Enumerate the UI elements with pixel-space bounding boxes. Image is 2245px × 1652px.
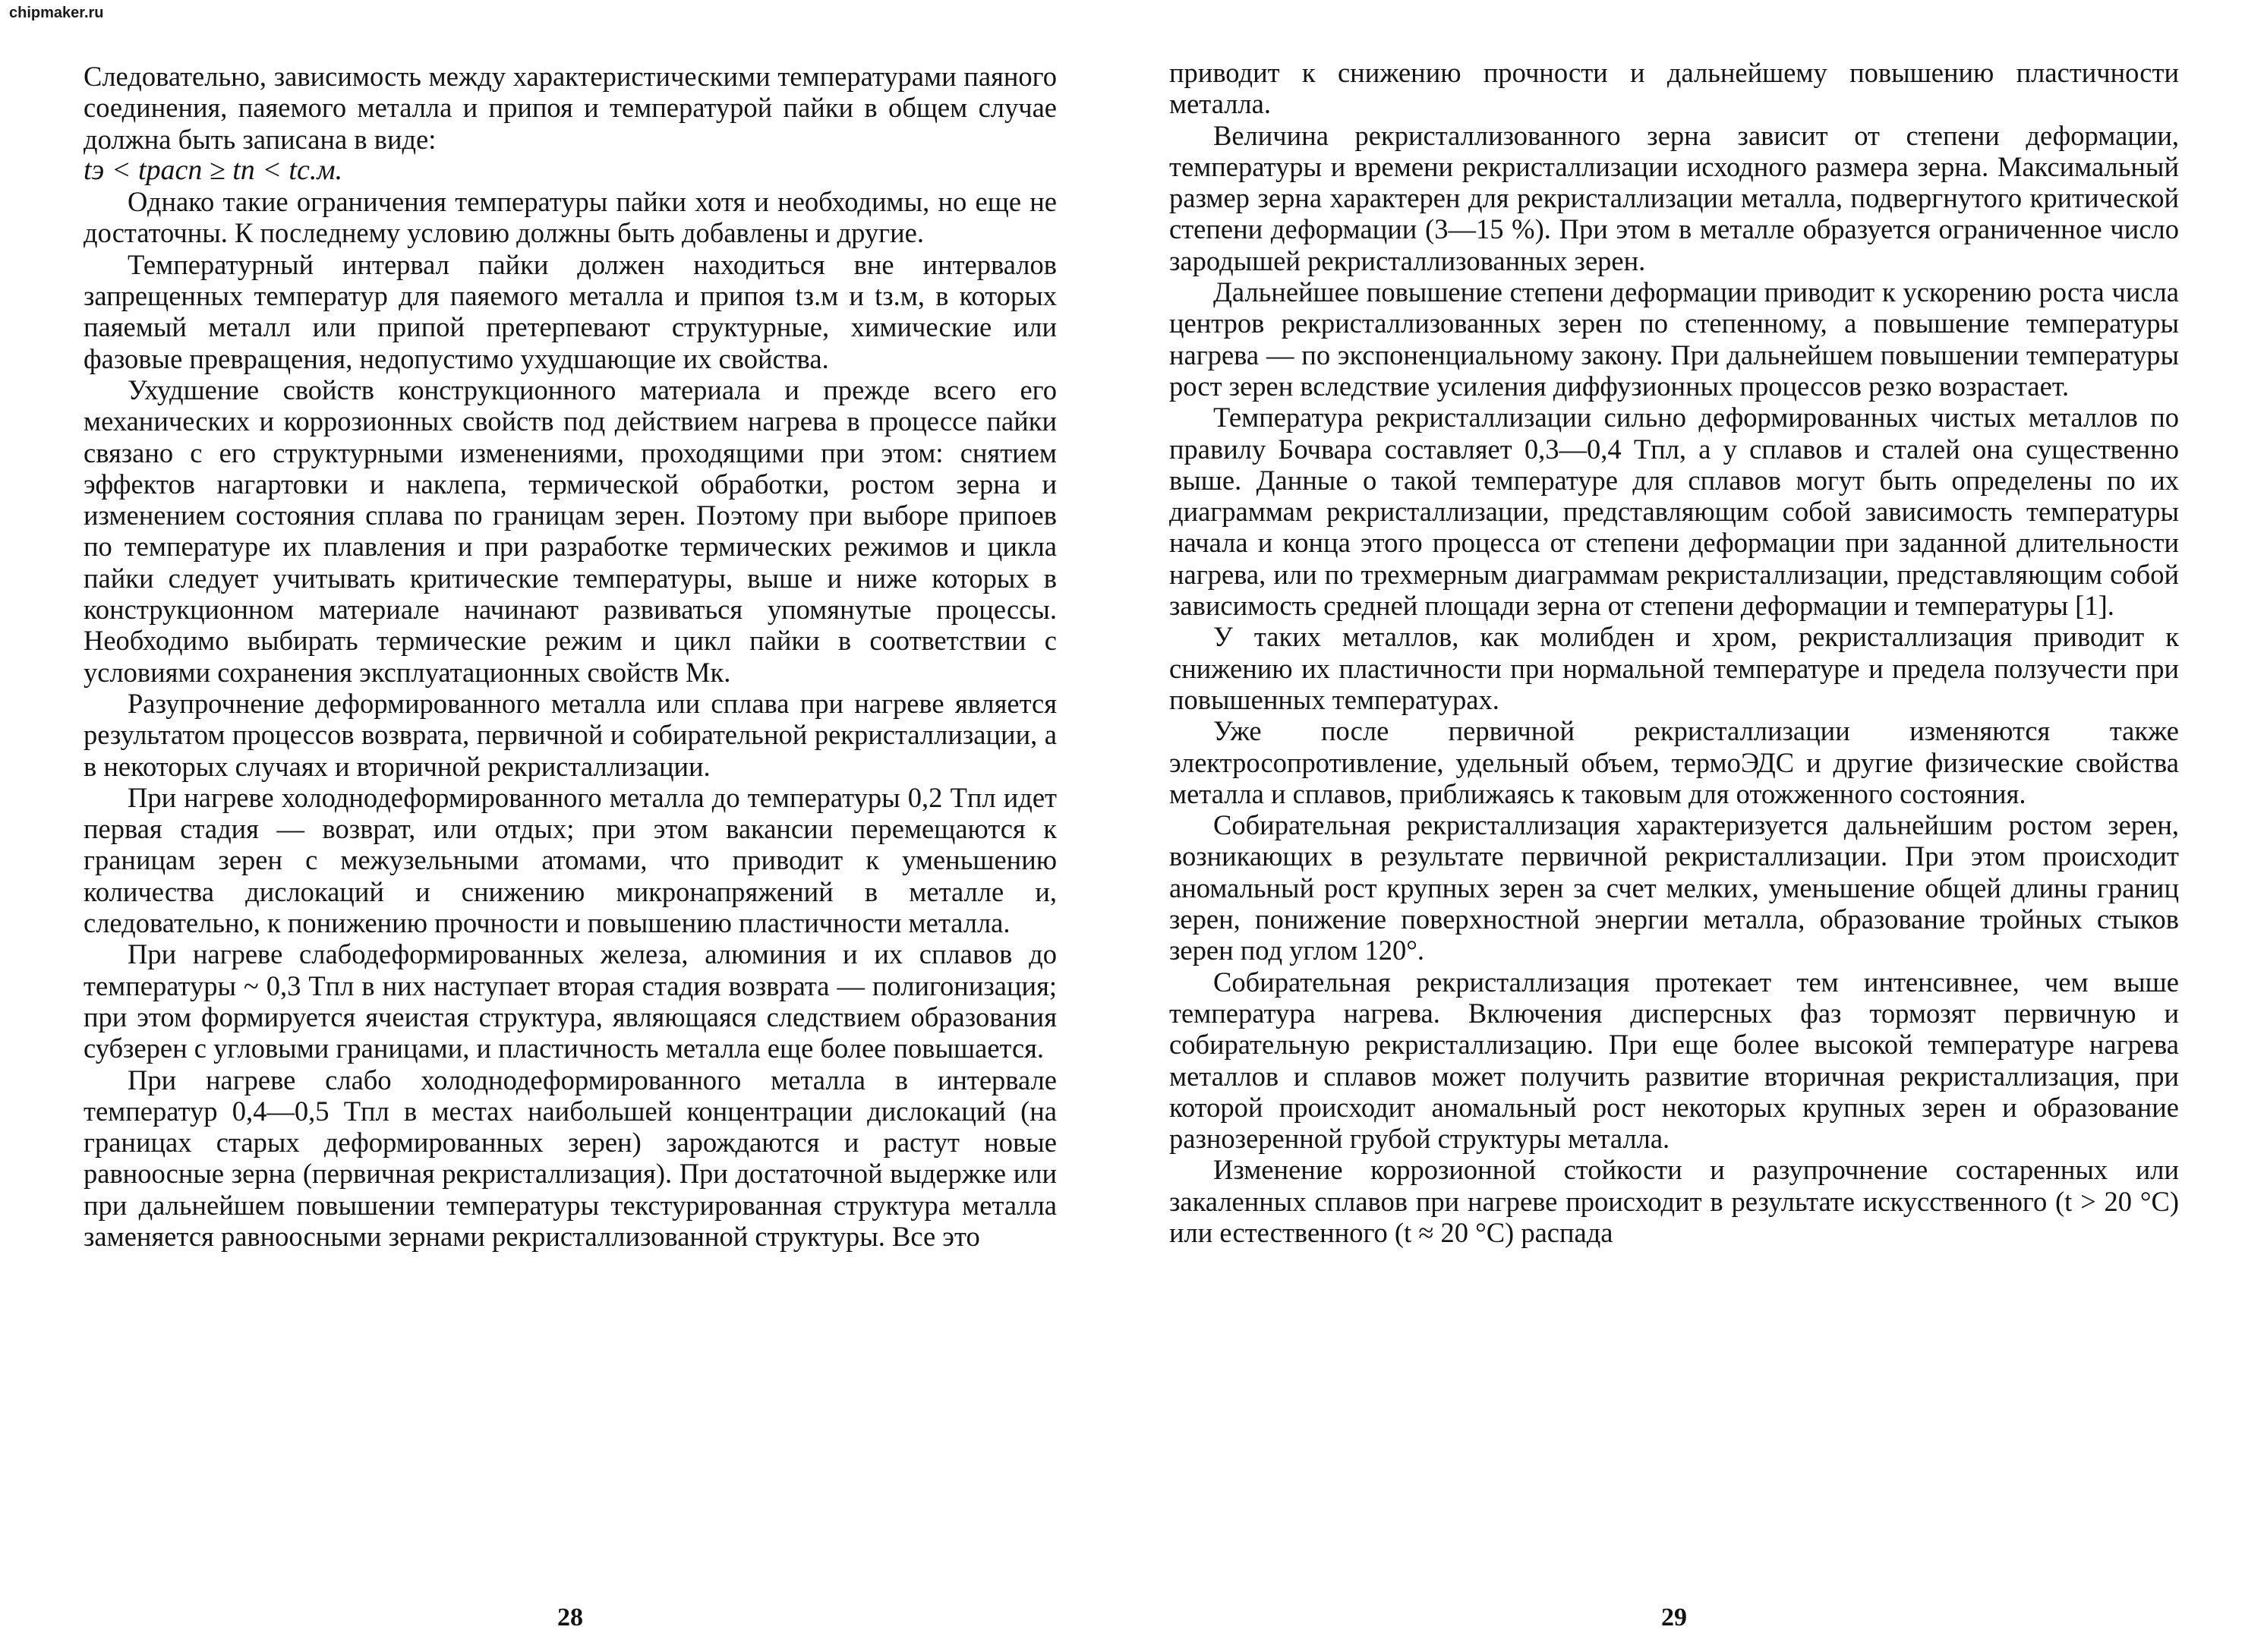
- paragraph: У таких металлов, как молибден и хром, рекристаллизация приводит к снижению их пластичности при нормальной температуре и предела ползучести при повышенных температурах.: [1169, 621, 2179, 715]
- paragraph: Изменение коррозионной стойкости и разупрочнение состаренных или закаленных сплавов при нагреве происходит в результате искусственного (t > 20 °C) или естественного (t ≈ 20 °C) распада: [1169, 1154, 2179, 1248]
- paragraph: Дальнейшее повышение степени деформации приводит к ускорению роста числа центров рекристаллизованных зерен по степенному, а повышение температуры нагрева — по экспоненциальному закону. При дальнейшем повышении температуры рост зерен вследствие усиления диффузионных процессов резко возрастает.: [1169, 276, 2179, 402]
- right-page: [1169, 0, 2179, 1652]
- left-page: [84, 0, 1057, 1652]
- paragraph: При нагреве слабодеформированных железа, алюминия и их сплавов до температуры ~ 0,3 Tпл в них наступает вторая стадия возврата — полигонизация; при этом формируется ячеистая структура, являющаяся следствием образования субзерен с угловыми границами, и пластичность металла еще более повышается.: [84, 938, 1057, 1064]
- right-page-text: [1169, 57, 2179, 1248]
- paragraph: Ухудшение свойств конструкционного материала и прежде всего его механических и коррозионных свойств под действием нагрева в процессе пайки связано с его структурными изменениями, проходящими при этом: снятием эффектов нагартовки и наклепа, термической обработки, ростом зерна и изменением состояния сплава по границам зерен. Поэтому при выборе припоев по температуре их плавления и при разработке термических режимов и цикла пайки следует учитывать критические температуры, выше и ниже которых в конструкционном материале начинают развиваться упомянутые процессы. Необходимо выбирать термические режим и цикл пайки в соответствии с условиями сохранения эксплуатационных свойств Мк.: [84, 374, 1057, 688]
- paragraph: приводит к снижению прочности и дальнейшему повышению пластичности металла.: [1169, 57, 2179, 120]
- paragraph: Собирательная рекристаллизация протекает тем интенсивнее, чем выше температура нагрева. Включения дисперсных фаз тормозят первичную и собирательную рекристаллизацию. При еще более высокой температуре нагрева металлов и сплавов может получить развитие вторичная рекристаллизация, при которой происходит аномальный рост некоторых крупных зерен и образование разнозеренной грубой структуры металла.: [1169, 966, 2179, 1155]
- paragraph: Следовательно, зависимость между характеристическими температурами паяного соединения, паяемого металла и припоя и температурой пайки в общем случае должна быть записана в виде:: [84, 61, 1057, 155]
- paragraph: Величина рекристаллизованного зерна зависит от степени деформации, температуры и времени рекристаллизации исходного размера зерна. Максимальный размер зерна характерен для рекристаллизации металла, подвергнутого критической степени деформации (3—15 %). При этом в металле образуется ограниченное число зародышей рекристаллизованных зерен.: [1169, 119, 2179, 276]
- paragraph: Температурный интервал пайки должен находиться вне интервалов запрещенных температур для паяемого металла и припоя tз.м и tз.м, в которых паяемый металл или припой претерпевают структурные, химические или фазовые превращения, недопустимо ухудшающие их свойства.: [84, 248, 1057, 374]
- formula: tэ < tрасп ≥ tп < tс.м.: [84, 153, 343, 186]
- left-page-text: [84, 61, 1057, 1252]
- page-number: 29: [1661, 1603, 1687, 1632]
- site-watermark: chipmaker.ru: [9, 5, 104, 21]
- paragraph: Однако такие ограничения температуры пайки хотя и необходимы, но еще не достаточны. К последнему условию должны быть добавлены и другие.: [84, 186, 1057, 249]
- paragraph: Температура рекристаллизации сильно деформированных чистых металлов по правилу Бочвара составляет 0,3—0,4 Tпл, а у сплавов и сталей она существенно выше. Данные о такой температуре для сплавов могут быть определены по их диаграммам рекристаллизации, представляющим собой зависимость температуры начала и конца этого процесса от степени деформации при заданной длительности нагрева, или по трехмерным диаграммам рекристаллизации, представляющим собой зависимость средней площади зерна от степени деформации и температуры [1].: [1169, 402, 2179, 622]
- paragraph: Разупрочнение деформированного металла или сплава при нагреве является результатом процессов возврата, первичной и собирательной рекристаллизации, а в некоторых случаях и вторичной рекристаллизации.: [84, 687, 1057, 782]
- page-number: 28: [557, 1603, 583, 1632]
- paragraph: При нагреве холоднодеформированного металла до температуры 0,2 Tпл идет первая стадия — возврат, или отдых; при этом вакансии перемещаются к границам зерен с межузельными атомами, что приводит к уменьшению количества дислокаций и снижению микронапряжений в металле и, следовательно, к понижению прочности и повышению пластичности металла.: [84, 781, 1057, 939]
- paragraph: При нагреве слабо холоднодеформированного металла в интервале температур 0,4—0,5 Tпл в местах наибольшей концентрации дислокаций (на границах старых деформированных зерен) зарождаются и растут новые равноосные зерна (первичная рекристаллизация). При достаточной выдержке или при дальнейшем повышении температуры текстурированная структура металла заменяется равноосными зернами рекристаллизованной структуры. Все это: [84, 1064, 1057, 1252]
- paragraph: Уже после первичной рекристаллизации изменяются также электросопротивление, удельный объем, термоЭДС и другие физические свойства металла и сплавов, приближаясь к таковым для отожженного состояния.: [1169, 715, 2179, 809]
- paragraph: Собирательная рекристаллизация характеризуется дальнейшим ростом зерен, возникающих в результате первичной рекристаллизации. При этом происходит аномальный рост крупных зерен за счет мелких, уменьшение общей длины границ зерен, понижение поверхностной энергии металла, образование тройных стыков зерен под углом 120°.: [1169, 809, 2179, 966]
